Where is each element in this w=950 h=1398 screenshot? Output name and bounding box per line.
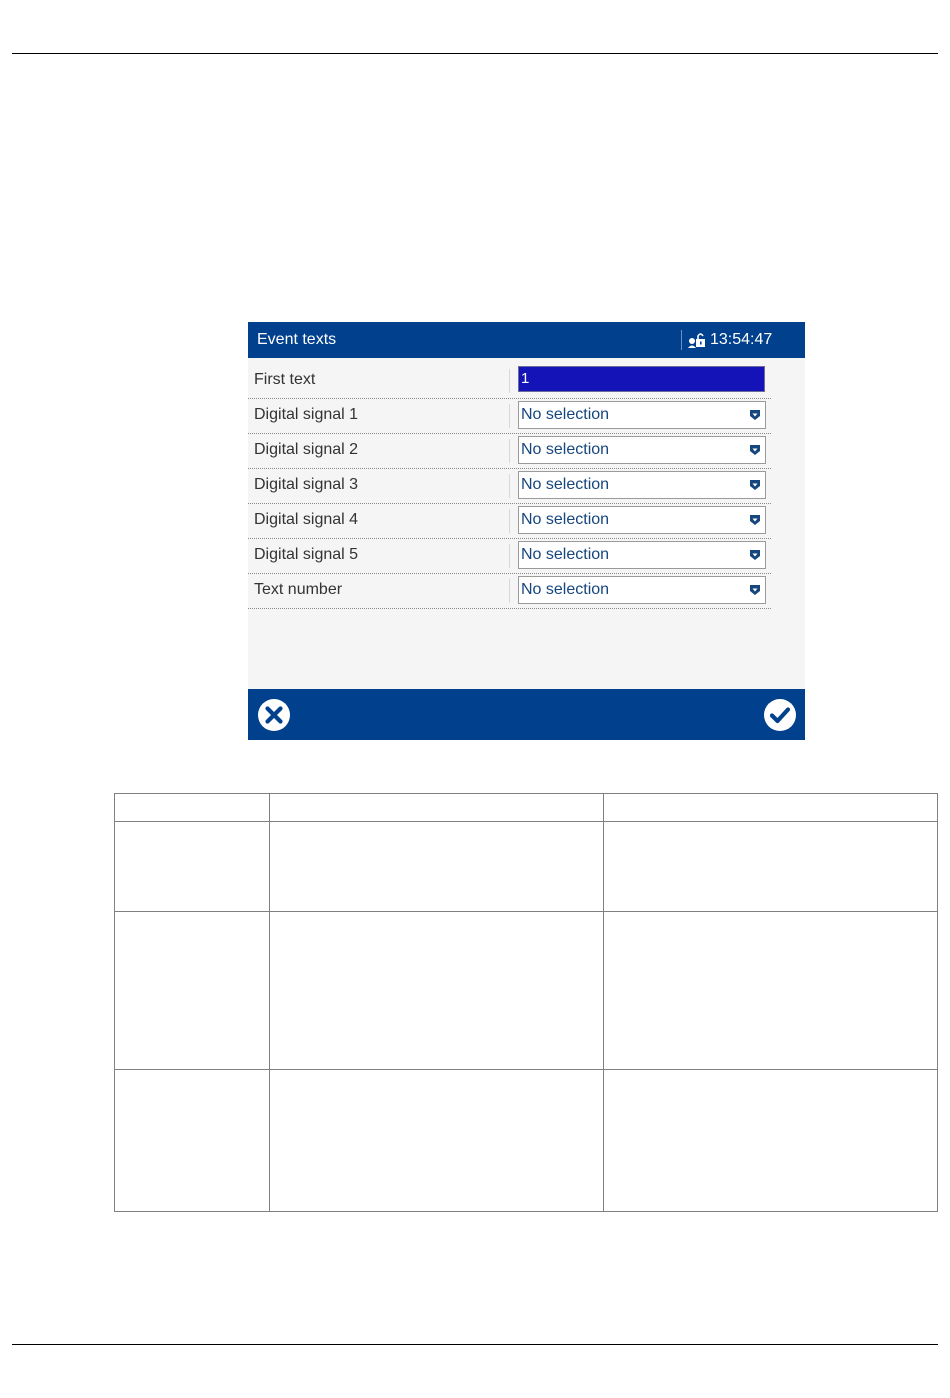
row-separator [509, 439, 510, 463]
row-label: Digital signal 3 [254, 476, 359, 493]
unlocked-user-icon [688, 332, 706, 348]
row-label: Digital signal 4 [254, 511, 359, 528]
dropdown-arrow-icon [749, 584, 761, 596]
row-first-text [248, 364, 771, 399]
digital-signal-4-select[interactable] [518, 506, 766, 534]
parameter-list [248, 364, 771, 609]
row-digital-signal-1 [248, 399, 771, 434]
check-circle-icon[interactable] [763, 698, 797, 732]
title-bar [248, 322, 805, 358]
select-value: No selection [521, 546, 610, 563]
row-separator [509, 474, 510, 498]
device-screen [248, 322, 805, 740]
first-text-input[interactable]: 1 [518, 366, 765, 392]
table-column-divider [603, 794, 604, 1211]
digital-signal-3-select[interactable] [518, 471, 766, 499]
row-separator [509, 509, 510, 533]
title-separator [681, 330, 682, 350]
select-value: No selection [521, 581, 610, 598]
table-row-divider [115, 821, 937, 822]
row-separator [509, 369, 510, 393]
row-label: Digital signal 2 [254, 441, 359, 458]
dropdown-arrow-icon [749, 514, 761, 526]
page-bottom-rule [12, 1344, 938, 1345]
row-separator [509, 579, 510, 603]
row-digital-signal-3 [248, 469, 771, 504]
table-row-divider [115, 911, 937, 912]
dropdown-arrow-icon [749, 479, 761, 491]
table-column-divider [269, 794, 270, 1211]
table-row-divider [115, 1069, 937, 1070]
dropdown-arrow-icon [749, 409, 761, 421]
dropdown-arrow-icon [749, 444, 761, 456]
row-digital-signal-5 [248, 539, 771, 574]
dropdown-arrow-icon [749, 549, 761, 561]
window-title: Event texts [257, 331, 337, 348]
row-separator [509, 404, 510, 428]
select-value: No selection [521, 511, 610, 528]
select-value: No selection [521, 406, 610, 423]
select-value: No selection [521, 441, 610, 458]
footer-bar [248, 689, 805, 740]
row-label: Digital signal 1 [254, 406, 359, 423]
digital-signal-5-select[interactable] [518, 541, 766, 569]
text-number-select[interactable] [518, 576, 766, 604]
documentation-table [114, 793, 938, 1212]
digital-signal-1-select[interactable] [518, 401, 766, 429]
row-text-number [248, 574, 771, 609]
page-top-rule [12, 53, 938, 54]
row-label: Digital signal 5 [254, 546, 359, 563]
row-separator [509, 544, 510, 568]
row-digital-signal-2 [248, 434, 771, 469]
cancel-circle-icon[interactable] [257, 698, 291, 732]
row-label: Text number [254, 581, 343, 598]
clock-display: 13:54:47 [710, 331, 773, 348]
digital-signal-2-select[interactable] [518, 436, 766, 464]
row-digital-signal-4 [248, 504, 771, 539]
select-value: No selection [521, 476, 610, 493]
row-label: First text [254, 371, 316, 388]
